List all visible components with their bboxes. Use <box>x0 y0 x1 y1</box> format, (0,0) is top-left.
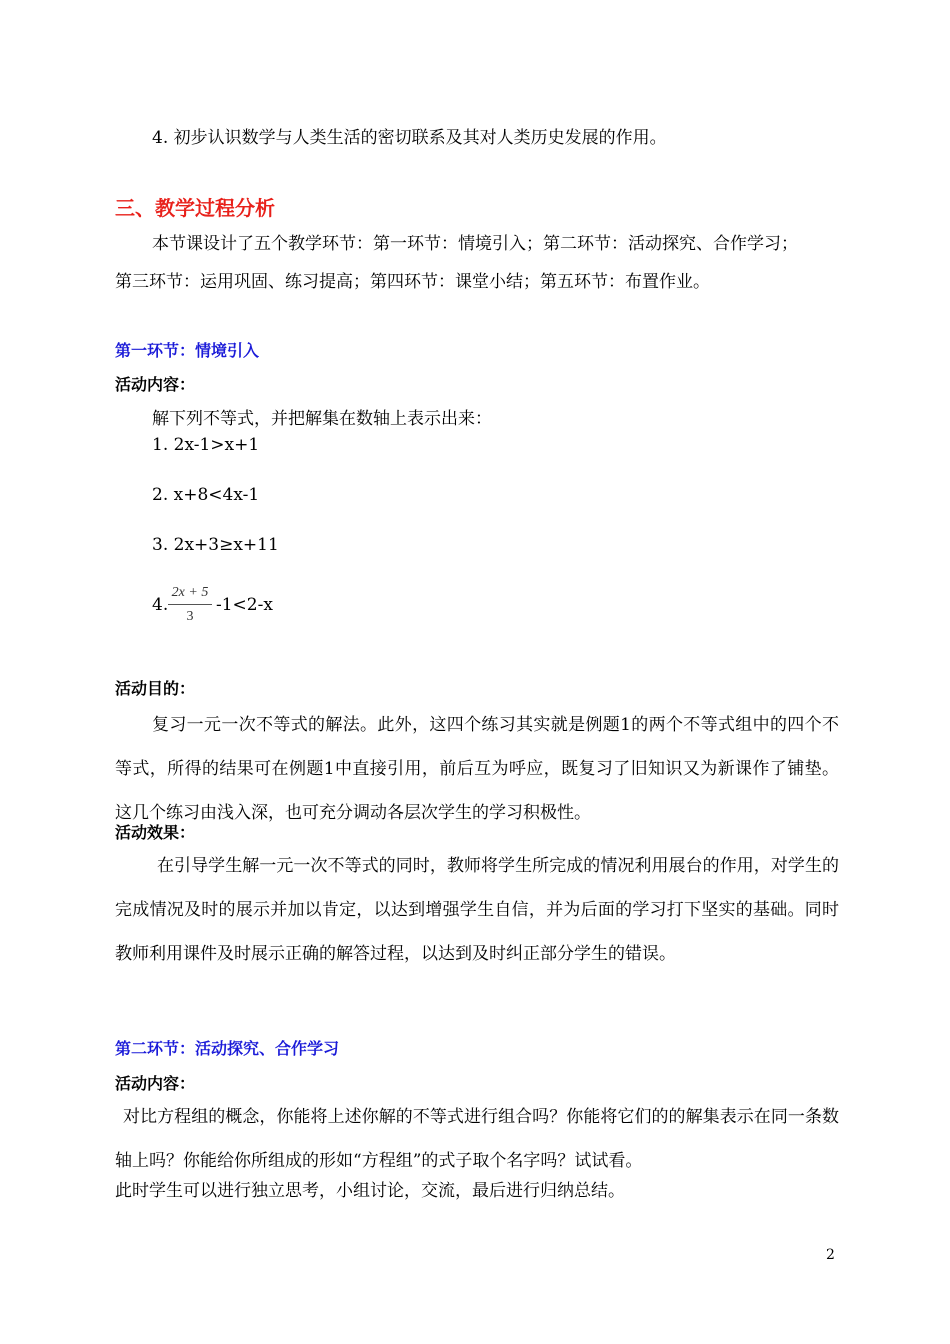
fraction-denominator: 3 <box>186 609 194 624</box>
stage-1-effect-text: 在引导学生解一元一次不等式的同时，教师将学生所完成的情况利用展台的作用，对学生的完成情况及时的展示并加以肯定，以达到增强学生自信，并为后面的学习打下坚实的基础。同时教师利用课件及时展示正确的解答过程，以达到及时纠正部分学生的错误。 <box>115 856 839 964</box>
objective-item-4: 4. 初步认识数学与人类生活的密切联系及其对人类历史发展的作用。 <box>152 128 667 148</box>
problem-2: 2. x+8<4x-1 <box>152 485 260 505</box>
stage-2-content-label: 活动内容： <box>115 1074 196 1093</box>
stage-1-title: 第一环节：情境引入 <box>115 341 260 360</box>
fraction-bar <box>168 604 212 605</box>
stage-1-purpose-text: 复习一元一次不等式的解法。此外，这四个练习其实就是例题1的两个不等式组中的四个不等式，所得的结果可在例题1中直接引用，前后互为呼应，既复习了旧知识又为新课作了铺垫。这几个练习由浅入深，也可充分调动各层次学生的学习积极性。 <box>115 715 839 823</box>
section-3-intro-line-1: 本节课设计了五个教学环节：第一环节：情境引入；第二环节：活动探究、合作学习； <box>152 234 798 254</box>
stage-2-title: 第二环节：活动探究、合作学习 <box>115 1039 340 1058</box>
fraction-numerator: 2x + 5 <box>171 585 209 600</box>
stage-1-effect-label: 活动效果： <box>115 823 196 842</box>
section-3-title: 三、教学过程分析 <box>115 196 275 220</box>
problem-4-prefix: 4. <box>152 595 169 615</box>
stage-2-follow-up: 此时学生可以进行独立思考，小组讨论，交流，最后进行归纳总结。 <box>115 1181 625 1201</box>
stage-1-purpose-label: 活动目的： <box>115 679 196 698</box>
section-3-intro-line-2: 第三环节：运用巩固、练习提高；第四环节：课堂小结；第五环节：布置作业。 <box>115 272 710 292</box>
stage-1-content-label: 活动内容： <box>115 375 196 394</box>
problem-4-fraction <box>168 584 212 626</box>
problem-3: 3. 2x+3≥x+11 <box>152 535 279 555</box>
page-number: 2 <box>826 1247 835 1263</box>
problem-1: 1. 2x-1>x+1 <box>152 435 260 455</box>
stage-1-task: 解下列不等式，并把解集在数轴上表示出来： <box>152 409 492 429</box>
stage-2-content-text: 对比方程组的概念，你能将上述你解的不等式进行组合吗？你能将它们的的解集表示在同一条数轴上吗？你能给你所组成的形如“方程组”的式子取个名字吗？试试看。 <box>115 1107 839 1171</box>
problem-4-suffix: -1<2-x <box>216 595 273 615</box>
